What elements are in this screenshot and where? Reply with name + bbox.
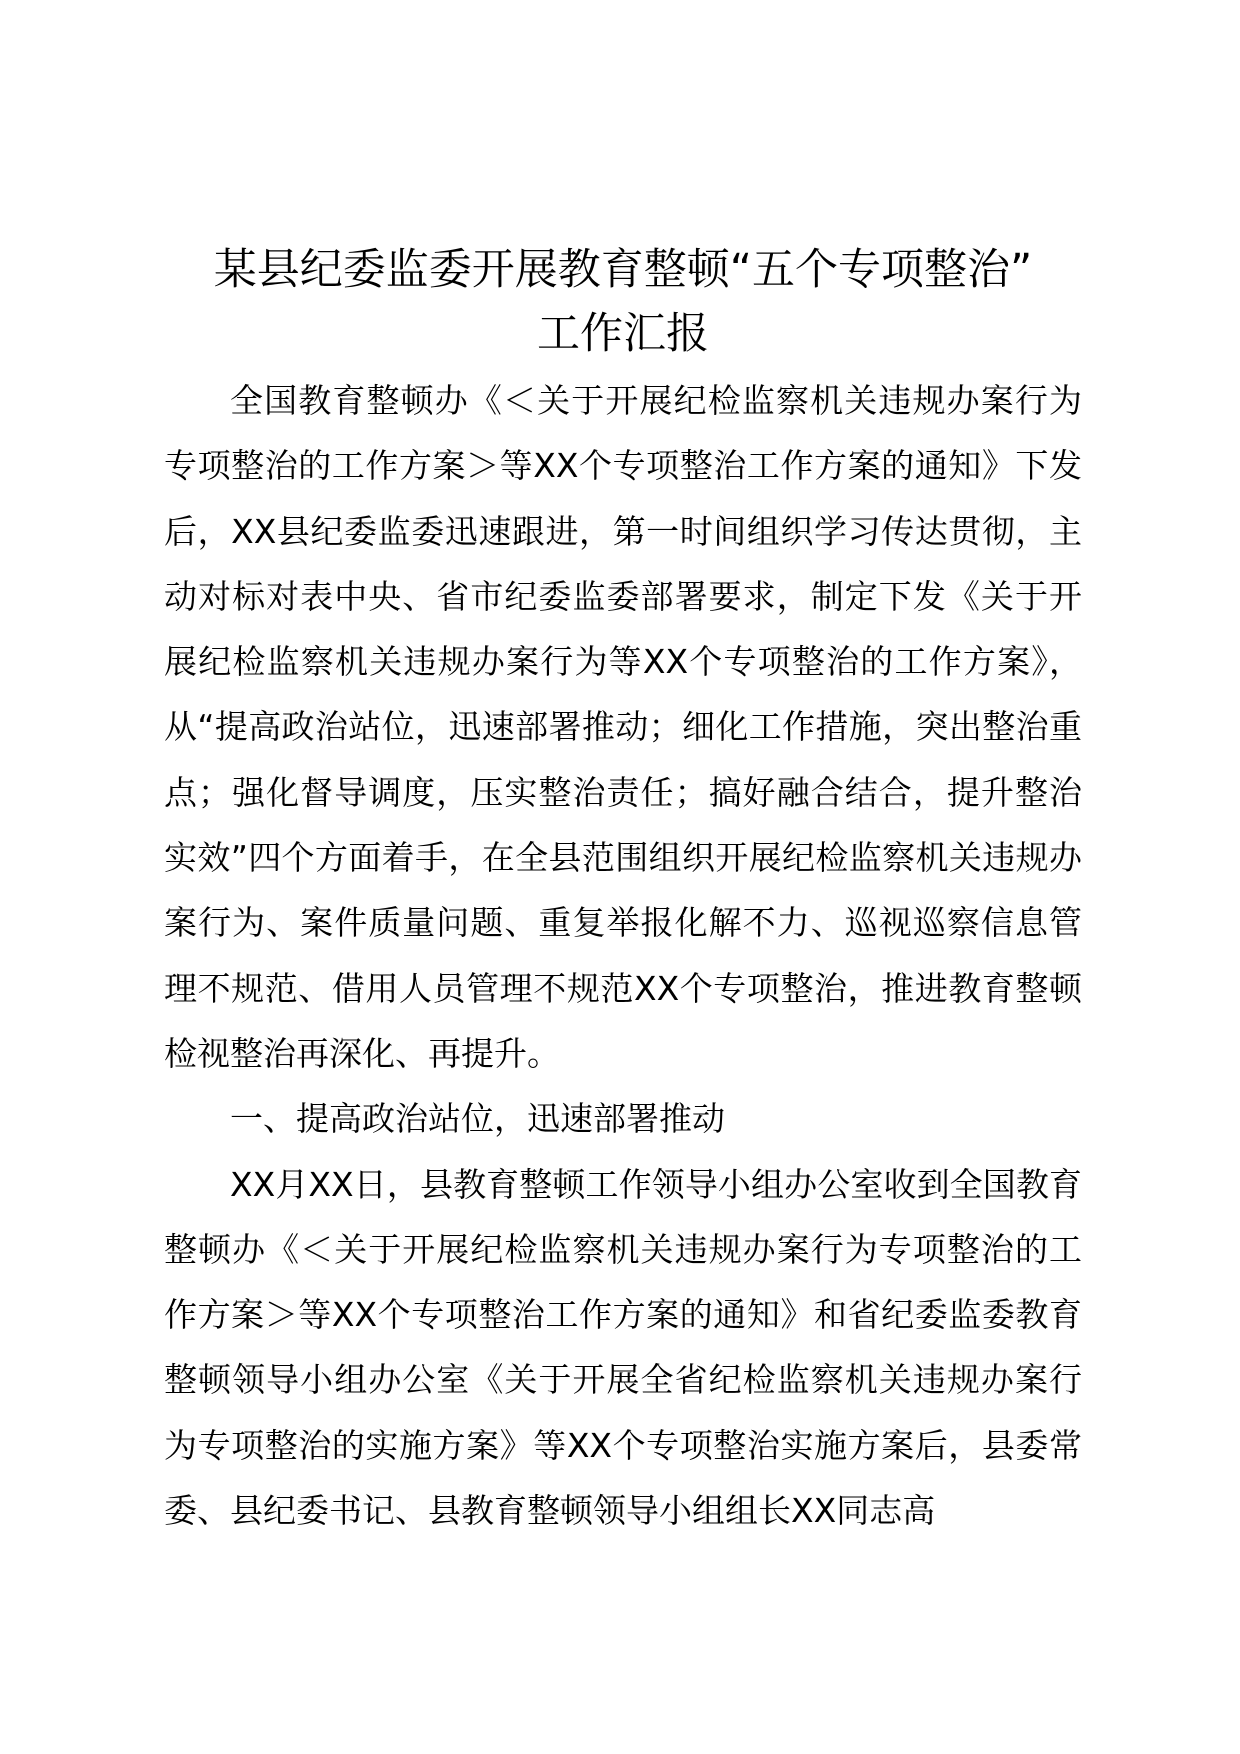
section-heading-1: 一、提高政治站位，迅速部署推动 bbox=[230, 1099, 725, 1139]
title-line-1: 某县纪委监委开展教育整顿“五个专项整治” bbox=[213, 245, 1033, 295]
document-title bbox=[164, 238, 1082, 366]
body-paragraph-2: XX月XX日，县教育整顿工作领导小组办公室收到全国教育整顿办《＜关于开展纪检监察机关违规办案行为专项整治的工作方案＞等XX个专项整治工作方案的通知》和省纪委监委教育整顿领导小组办公室《关于开展全省纪检监察机关违规办案行为专项整治的实施方案》等XX个专项整治实施方案后，县委常委、县纪委书记、县教育整顿领导小组组长XX同志高 bbox=[164, 1164, 1082, 1531]
body-paragraph-1: 全国教育整顿办《＜关于开展纪检监察机关违规办案行为专项整治的工作方案＞等XX个专项整治工作方案的通知》下发后，XX县纪委监委迅速跟进，第一时间组织学习传达贯彻，主动对标对表中央、省市纪委监委部署要求，制定下发《关于开展纪检监察机关违规办案行为等XX个专项整治的工作方案》，从“提高政治站位，迅速部署推动；细化工作措施，突出整治重点；强化督导调度，压实整治责任；搞好融合结合，提升整治实效”四个方面着手，在全县范围组织开展纪检监察机关违规办案行为、案件质量问题、重复举报化解不力、巡视巡察信息管理不规范、借用人员管理不规范XX个专项整治，推进教育整顿检视整治再深化、再提升。 bbox=[164, 381, 1082, 1073]
document-page bbox=[164, 238, 1082, 1543]
title-line-2: 工作汇报 bbox=[537, 309, 709, 359]
